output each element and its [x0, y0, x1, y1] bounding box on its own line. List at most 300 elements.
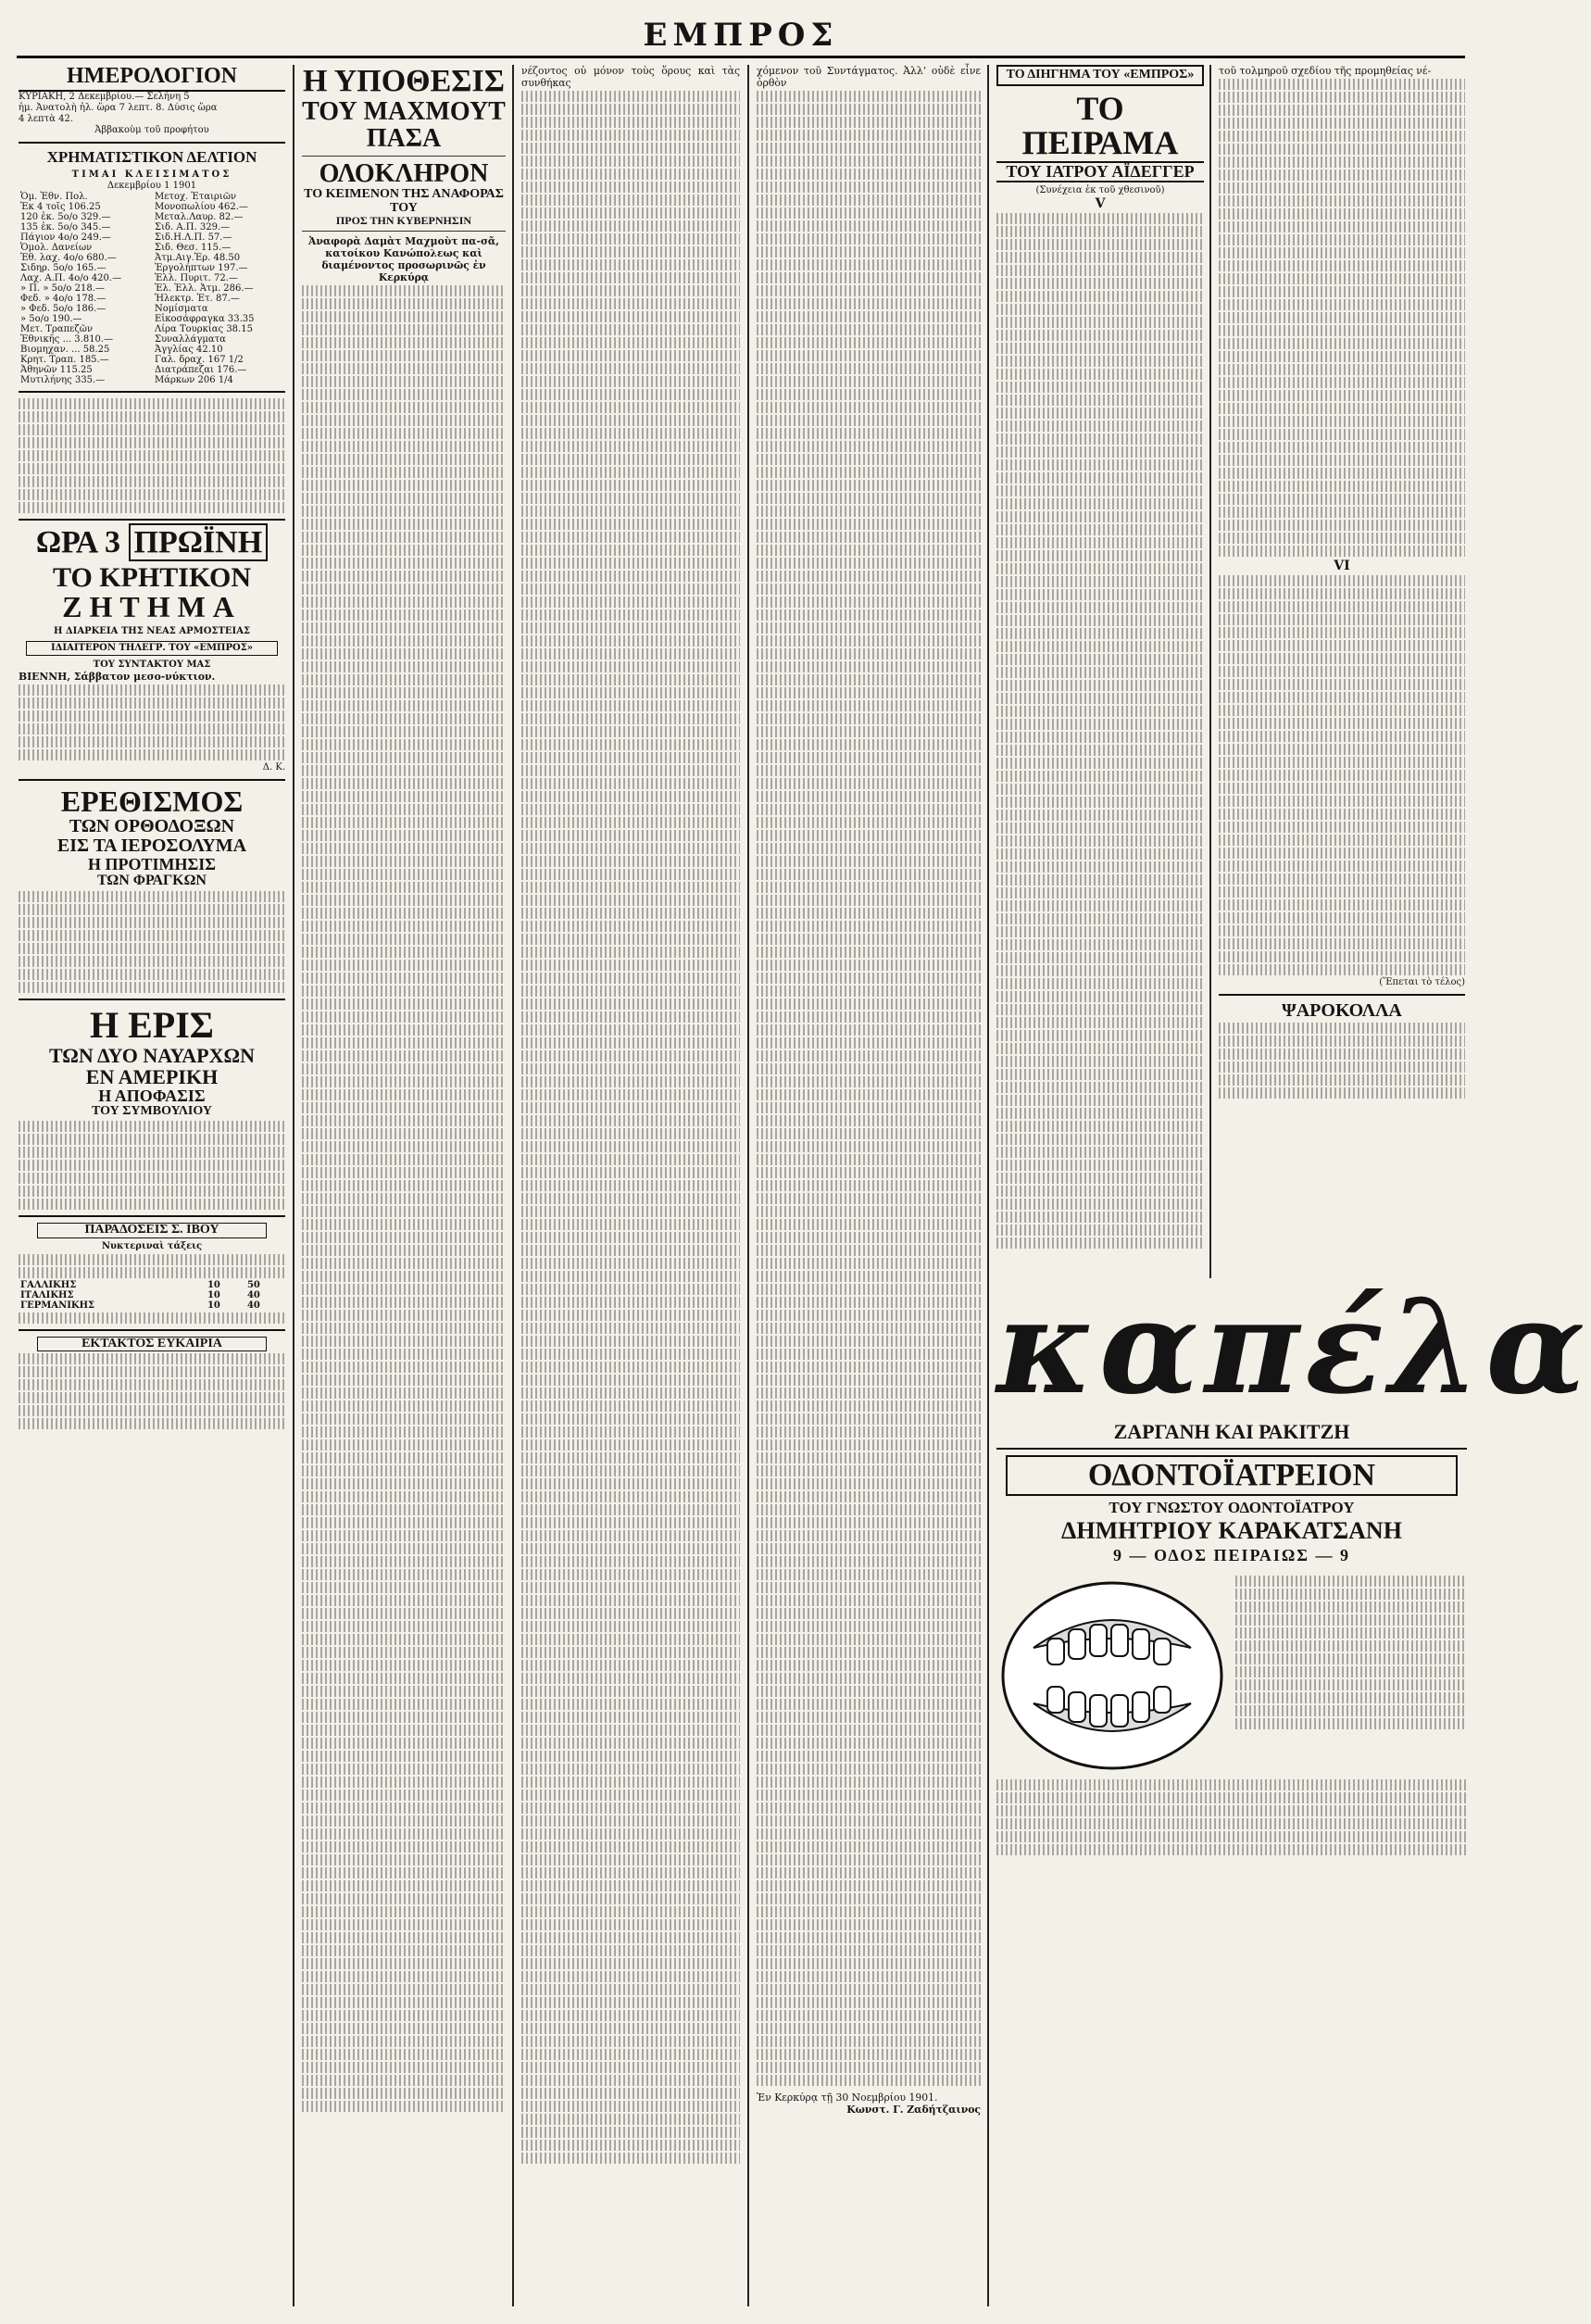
- filler-text: [757, 1958, 981, 1969]
- table-row: [19, 345, 285, 355]
- filler-text: [757, 1323, 981, 1334]
- filler-text: [302, 700, 506, 711]
- filler-text: [1235, 1653, 1467, 1664]
- filler-text: [302, 2101, 506, 2112]
- table-cell: 40: [246, 1289, 260, 1300]
- filler-text: [996, 395, 1204, 406]
- filler-text: [521, 1284, 740, 1295]
- filler-text: [757, 130, 981, 141]
- filler-text: [521, 2114, 740, 2125]
- filler-text: [521, 571, 740, 582]
- filler-text: [302, 1841, 506, 1853]
- filler-text: [302, 1297, 506, 1308]
- filler-text: [521, 506, 740, 517]
- filler-text: [757, 1245, 981, 1256]
- ektakto-title: ΕΚΤΑΚΤΟΣ ΕΥΚΑΙΡΙΑ: [37, 1337, 267, 1352]
- filler-text: [302, 1906, 506, 1917]
- filler-text: [521, 143, 740, 154]
- filler-text: [996, 1043, 1204, 1054]
- filler-text: [521, 2062, 740, 2073]
- filler-text: [521, 1362, 740, 1373]
- filler-text: [996, 1017, 1204, 1028]
- psarokolla-title: ΨΑΡΟΚΟΛΛΑ: [1282, 1000, 1402, 1021]
- filler-text: [521, 1323, 740, 1334]
- filler-text: [521, 856, 740, 867]
- filler-text: [996, 291, 1204, 302]
- filler-text: [757, 1478, 981, 1489]
- filler-text: [996, 369, 1204, 380]
- filler-text: [757, 337, 981, 348]
- filler-text: [757, 687, 981, 698]
- filler-text: [757, 1154, 981, 1165]
- table-cell: Ἐθνικῆς ... 3.810.—: [20, 334, 114, 345]
- filler-text: [757, 1880, 981, 1891]
- filler-text: [1219, 640, 1465, 651]
- filler-text: [757, 156, 981, 167]
- end-note: (Ἕπεται τὸ τέλος): [1379, 977, 1465, 987]
- filler-text: [1219, 286, 1465, 297]
- table-cell: Ὁμ. Ἐθν. Πολ.: [20, 192, 88, 203]
- filler-text: [302, 1413, 506, 1425]
- filler-text: [1219, 260, 1465, 271]
- article-title-5: ΠΡΟΣ ΤΗΝ ΚΥΒΕΡΝΗΣΙΝ: [335, 214, 472, 228]
- filler-text: [996, 537, 1204, 548]
- filler-text: [996, 1108, 1204, 1119]
- table-cell: ΓΑΛΛΙΚΗΣ: [20, 1279, 77, 1290]
- filler-text: [302, 415, 506, 426]
- filler-text: [1219, 403, 1465, 414]
- filler-text: [757, 1582, 981, 1593]
- filler-text: [757, 739, 981, 750]
- filler-text: [996, 1004, 1204, 1015]
- filler-text: [521, 1647, 740, 1658]
- filler-text: [521, 415, 740, 426]
- filler-text: [19, 424, 285, 435]
- filler-text: [757, 1167, 981, 1178]
- filler-text: [19, 1186, 285, 1197]
- filler-text: [521, 91, 740, 102]
- filler-text: [996, 1237, 1204, 1249]
- article-title-3: ΟΛΟΚΛΗΡΟΝ: [319, 159, 489, 189]
- filler-text: [521, 1141, 740, 1152]
- filler-text: [1219, 588, 1465, 599]
- filler-text: [996, 887, 1204, 898]
- filler-text: [1219, 835, 1465, 846]
- filler-text: [19, 1160, 285, 1171]
- filler-text: [521, 545, 740, 556]
- table-cell: ΓΕΡΜΑΝΙΚΗΣ: [20, 1300, 95, 1311]
- filler-text: [757, 1465, 981, 1476]
- vienna-dateline: ΒΙΕΝΝΗ, Σάββατον μεσο-νύκτιον.: [19, 670, 216, 683]
- filler-text: [521, 532, 740, 543]
- quarrel-sub: ΤΩΝ ΟΡΘΟΔΟΞΩΝ: [69, 816, 235, 837]
- filler-text: [521, 272, 740, 283]
- filler-text: [302, 441, 506, 452]
- filler-text: [302, 1647, 506, 1658]
- filler-text: [1219, 653, 1465, 664]
- filler-text: [1219, 1062, 1465, 1073]
- filler-text: [302, 1504, 506, 1515]
- table-cell: Ἀγγλίας 42.10: [155, 345, 223, 356]
- filler-text: [521, 1154, 740, 1165]
- filler-text: [757, 1634, 981, 1645]
- filler-text: [521, 441, 740, 452]
- filler-text: [757, 908, 981, 919]
- filler-text: [757, 480, 981, 491]
- column-3-lead: νέζοντος οὐ μόνον τοὺς ὅρους καὶ τὰς συνθήκας: [521, 65, 740, 89]
- table-cell: Μετοχ. Ἑταιριῶν: [155, 192, 237, 203]
- filler-text: [302, 1634, 506, 1645]
- filler-text: [757, 1439, 981, 1451]
- filler-text: [521, 454, 740, 465]
- filler-text: [996, 615, 1204, 626]
- stats-date: Δεκεμβρίου 1 1901: [106, 181, 197, 192]
- filler-text: [521, 1076, 740, 1087]
- filler-text: [757, 1647, 981, 1658]
- filler-text: [1219, 416, 1465, 427]
- filler-text: [996, 576, 1204, 587]
- filler-text: [996, 330, 1204, 341]
- filler-text: [521, 1011, 740, 1023]
- filler-text: [757, 661, 981, 672]
- filler-text: [521, 1764, 740, 1775]
- filler-text: [521, 402, 740, 413]
- divider: [19, 999, 285, 1000]
- filler-text: [1219, 1036, 1465, 1047]
- filler-text: [19, 1392, 285, 1403]
- filler-text: [302, 1426, 506, 1438]
- filler-text: [996, 1779, 1467, 1790]
- table-row: [19, 222, 285, 232]
- filler-text: [1219, 338, 1465, 349]
- filler-text: [521, 1634, 740, 1645]
- table-cell: 50: [246, 1279, 260, 1290]
- filler-text: [757, 1673, 981, 1684]
- filler-text: [757, 1063, 981, 1074]
- filler-text: [521, 726, 740, 737]
- filler-text: [521, 1803, 740, 1814]
- filler-text: [302, 597, 506, 608]
- paradoseis-sub: Νυκτεριναὶ τάξεις: [101, 1240, 203, 1251]
- filler-text: [996, 343, 1204, 354]
- filler-text: [1235, 1589, 1467, 1600]
- filler-text: [19, 450, 285, 461]
- filler-text: [996, 226, 1204, 237]
- eris-sub4: ΤΟΥ ΣΥΜΒΟΥΛΙΟΥ: [92, 1104, 212, 1119]
- filler-text: [521, 2153, 740, 2164]
- filler-text: [996, 835, 1204, 847]
- column-1: [19, 65, 285, 2306]
- filler-text: [996, 1805, 1467, 1816]
- filler-text: [757, 1076, 981, 1087]
- filler-text: [521, 1712, 740, 1723]
- filler-text: [757, 1893, 981, 1904]
- filler-text: [521, 1621, 740, 1632]
- filler-text: [302, 363, 506, 374]
- filler-text: [996, 213, 1204, 224]
- chapter-number: V: [1095, 196, 1106, 212]
- table-cell: Ἐργολήπτων 197.—: [155, 263, 248, 274]
- filler-text: [302, 337, 506, 348]
- filler-text: [302, 1310, 506, 1321]
- filler-text: [302, 2036, 506, 2047]
- filler-text: [757, 584, 981, 595]
- filler-text: [1219, 92, 1465, 103]
- filler-text: [757, 1011, 981, 1023]
- filler-text: [757, 571, 981, 582]
- filler-text: [521, 1310, 740, 1321]
- filler-text: [302, 648, 506, 660]
- filler-text: [302, 1219, 506, 1230]
- dentist-name: ΔΗΜΗΤΡΙΟΥ ΚΑΡΑΚΑΤΣΑΝΗ: [1061, 1516, 1402, 1544]
- peirama-title: ΤΟ ΠΕΙΡΑΜΑ: [1021, 89, 1179, 162]
- filler-text: [302, 1128, 506, 1139]
- filler-text: [521, 2127, 740, 2138]
- filler-text: [302, 1828, 506, 1840]
- filler-text: [521, 156, 740, 167]
- filler-text: [996, 511, 1204, 522]
- table-cell: Ὁμολ. Δανείων: [20, 243, 93, 254]
- filler-text: [996, 1056, 1204, 1067]
- filler-text: [757, 1037, 981, 1049]
- filler-text: [302, 1686, 506, 1697]
- filler-text: [302, 467, 506, 478]
- filler-text: [757, 311, 981, 322]
- filler-text: [757, 1712, 981, 1723]
- filler-text: [302, 311, 506, 322]
- filler-text: [302, 739, 506, 750]
- filler-text: [757, 1180, 981, 1191]
- filler-text: [302, 1050, 506, 1062]
- filler-text: [19, 982, 285, 993]
- filler-text: [521, 1945, 740, 1956]
- filler-text: [1219, 312, 1465, 323]
- filler-text: [1219, 718, 1465, 729]
- filler-text: [996, 926, 1204, 937]
- filler-text: [1219, 364, 1465, 375]
- filler-text: [521, 700, 740, 711]
- filler-text: [302, 1673, 506, 1684]
- filler-text: [757, 1997, 981, 2008]
- filler-text: [302, 908, 506, 919]
- filler-text: [302, 1206, 506, 1217]
- filler-text: [302, 1919, 506, 1930]
- filler-text: [996, 524, 1204, 535]
- filler-text: [996, 874, 1204, 886]
- filler-text: [302, 493, 506, 504]
- table-cell: Λίρα Τουρκίας 38.15: [155, 324, 253, 335]
- filler-text: [757, 1452, 981, 1463]
- filler-text: [757, 389, 981, 400]
- quarrel-sub2: ΕΙΣ ΤΑ ΙΕΡΟΣΟΛΥΜΑ: [56, 835, 247, 857]
- filler-text: [757, 324, 981, 335]
- filler-text: [302, 324, 506, 335]
- filler-text: [757, 1971, 981, 1982]
- filler-text: [302, 2010, 506, 2021]
- filler-text: [757, 545, 981, 556]
- filler-text: [757, 700, 981, 711]
- filler-text: [757, 765, 981, 776]
- filler-text: [521, 765, 740, 776]
- filler-text: [996, 939, 1204, 950]
- filler-text: [521, 1426, 740, 1438]
- filler-text: [757, 2036, 981, 2047]
- filler-text: [757, 1128, 981, 1139]
- filler-text: [302, 1141, 506, 1152]
- filler-text: [521, 2101, 740, 2112]
- filler-text: [521, 1997, 740, 2008]
- filler-text: [996, 771, 1204, 782]
- filler-text: [1219, 221, 1465, 232]
- filler-text: [302, 869, 506, 880]
- filler-text: [521, 921, 740, 932]
- filler-text: [302, 1375, 506, 1386]
- filler-text: [1219, 1023, 1465, 1034]
- filler-text: [996, 913, 1204, 924]
- filler-text: [302, 1880, 506, 1891]
- filler-text: [996, 680, 1204, 691]
- filler-text: [521, 986, 740, 997]
- table-cell: 10: [207, 1279, 220, 1290]
- hour-headline: [19, 526, 285, 559]
- filler-text: [521, 713, 740, 724]
- cretan-title: ΤΟ ΚΡΗΤΙΚΟΝ: [52, 561, 252, 593]
- filler-text: [996, 732, 1204, 743]
- filler-text: [521, 1245, 740, 1256]
- filler-text: [757, 285, 981, 296]
- filler-text: [302, 1362, 506, 1373]
- filler-text: [302, 1815, 506, 1827]
- filler-text: [996, 1134, 1204, 1145]
- filler-text: [757, 1621, 981, 1632]
- filler-text: [302, 1945, 506, 1956]
- filler-text: [521, 1608, 740, 1619]
- filler-text: [757, 350, 981, 361]
- filler-text: [521, 2049, 740, 2060]
- filler-text: [521, 220, 740, 232]
- filler-text: [521, 2088, 740, 2099]
- table-row: [19, 232, 285, 243]
- filler-text: [521, 195, 740, 206]
- table-row: [19, 294, 285, 304]
- filler-text: [996, 421, 1204, 432]
- divider: [19, 391, 285, 393]
- filler-text: [757, 934, 981, 945]
- filler-text: [302, 454, 506, 465]
- filler-text: [996, 848, 1204, 860]
- filler-text: [1219, 731, 1465, 742]
- filler-text: [757, 856, 981, 867]
- table-cell: Μεταλ.Λαυρ. 82.—: [155, 212, 244, 223]
- filler-text: [996, 965, 1204, 976]
- filler-text: [521, 869, 740, 880]
- filler-text: [19, 398, 285, 409]
- filler-text: [302, 804, 506, 815]
- filler-text: [996, 667, 1204, 678]
- filler-text: [996, 265, 1204, 276]
- filler-text: [1219, 234, 1465, 245]
- filler-text: [302, 960, 506, 971]
- table-row: [19, 355, 285, 365]
- filler-text: [757, 558, 981, 569]
- filler-text: [1219, 796, 1465, 807]
- filler-text: [1219, 1049, 1465, 1060]
- filler-text: [757, 1919, 981, 1930]
- table-cell: Σιδηρ. 5ο/ο 165.—: [20, 263, 106, 274]
- cretan-title-2: ΖΗΤΗΜΑ: [62, 590, 242, 624]
- filler-text: [521, 635, 740, 647]
- filler-text: [757, 1336, 981, 1347]
- filler-text: [19, 1379, 285, 1390]
- filler-text: [521, 233, 740, 245]
- filler-text: [1219, 575, 1465, 586]
- table-cell: Ἑλλ. Πυριτ. 72.—: [155, 273, 238, 284]
- filler-text: [521, 1063, 740, 1074]
- filler-text: [996, 563, 1204, 574]
- filler-text: [757, 1595, 981, 1606]
- filler-text: [996, 472, 1204, 484]
- table-cell: Ἠλεκτρ. Ἐτ. 87.—: [155, 294, 240, 305]
- filler-text: [757, 635, 981, 647]
- filler-text: [996, 304, 1204, 315]
- dental-title: ΟΔΟΝΤΟΪΑΤΡΕΙΟΝ: [1006, 1455, 1458, 1496]
- column-separator: [293, 65, 294, 2306]
- filler-text: [996, 382, 1204, 393]
- filler-text: [1219, 614, 1465, 625]
- filler-text: [1219, 744, 1465, 755]
- story-title: ΤΟ ΔΙΗΓΗΜΑ ΤΟΥ «ΕΜΠΡΟΣ»: [996, 65, 1204, 86]
- filler-text: [19, 489, 285, 500]
- filler-text: [302, 1245, 506, 1256]
- filler-text: [757, 1284, 981, 1295]
- filler-text: [302, 1452, 506, 1463]
- filler-text: [996, 952, 1204, 963]
- table-row: [19, 253, 285, 263]
- filler-text: [996, 1173, 1204, 1184]
- filler-text: [996, 978, 1204, 989]
- filler-text: [757, 947, 981, 958]
- filler-text: [1219, 809, 1465, 820]
- filler-text: [302, 817, 506, 828]
- calendar-saint: Ἀββακοὺμ τοῦ προφήτου: [94, 125, 209, 136]
- filler-text: [521, 661, 740, 672]
- filler-text: [1235, 1602, 1467, 1613]
- filler-text: [521, 1880, 740, 1891]
- filler-text: [302, 1582, 506, 1593]
- filler-text: [521, 1569, 740, 1580]
- filler-text: [757, 1491, 981, 1502]
- filler-text: [996, 1095, 1204, 1106]
- filler-text: [302, 1167, 506, 1178]
- filler-text: [757, 1984, 981, 1995]
- filler-text: [1219, 886, 1465, 898]
- filler-text: [19, 476, 285, 487]
- table-cell: Σιδ. Θεσ. 115.—: [155, 243, 232, 254]
- filler-text: [996, 602, 1204, 613]
- filler-text: [757, 1426, 981, 1438]
- filler-text: [996, 278, 1204, 289]
- filler-text: [521, 1660, 740, 1671]
- quarrel-sub4: ΤΩΝ ΦΡΑΓΚΩΝ: [97, 873, 207, 889]
- filler-text: [757, 2062, 981, 2073]
- calendar-line: 4 λεπτὰ 42.: [19, 114, 73, 125]
- filler-text: [302, 1725, 506, 1736]
- filler-text: [302, 713, 506, 724]
- filler-text: [302, 558, 506, 569]
- filler-text: [1219, 494, 1465, 505]
- filler-text: [757, 259, 981, 270]
- filler-text: [757, 493, 981, 504]
